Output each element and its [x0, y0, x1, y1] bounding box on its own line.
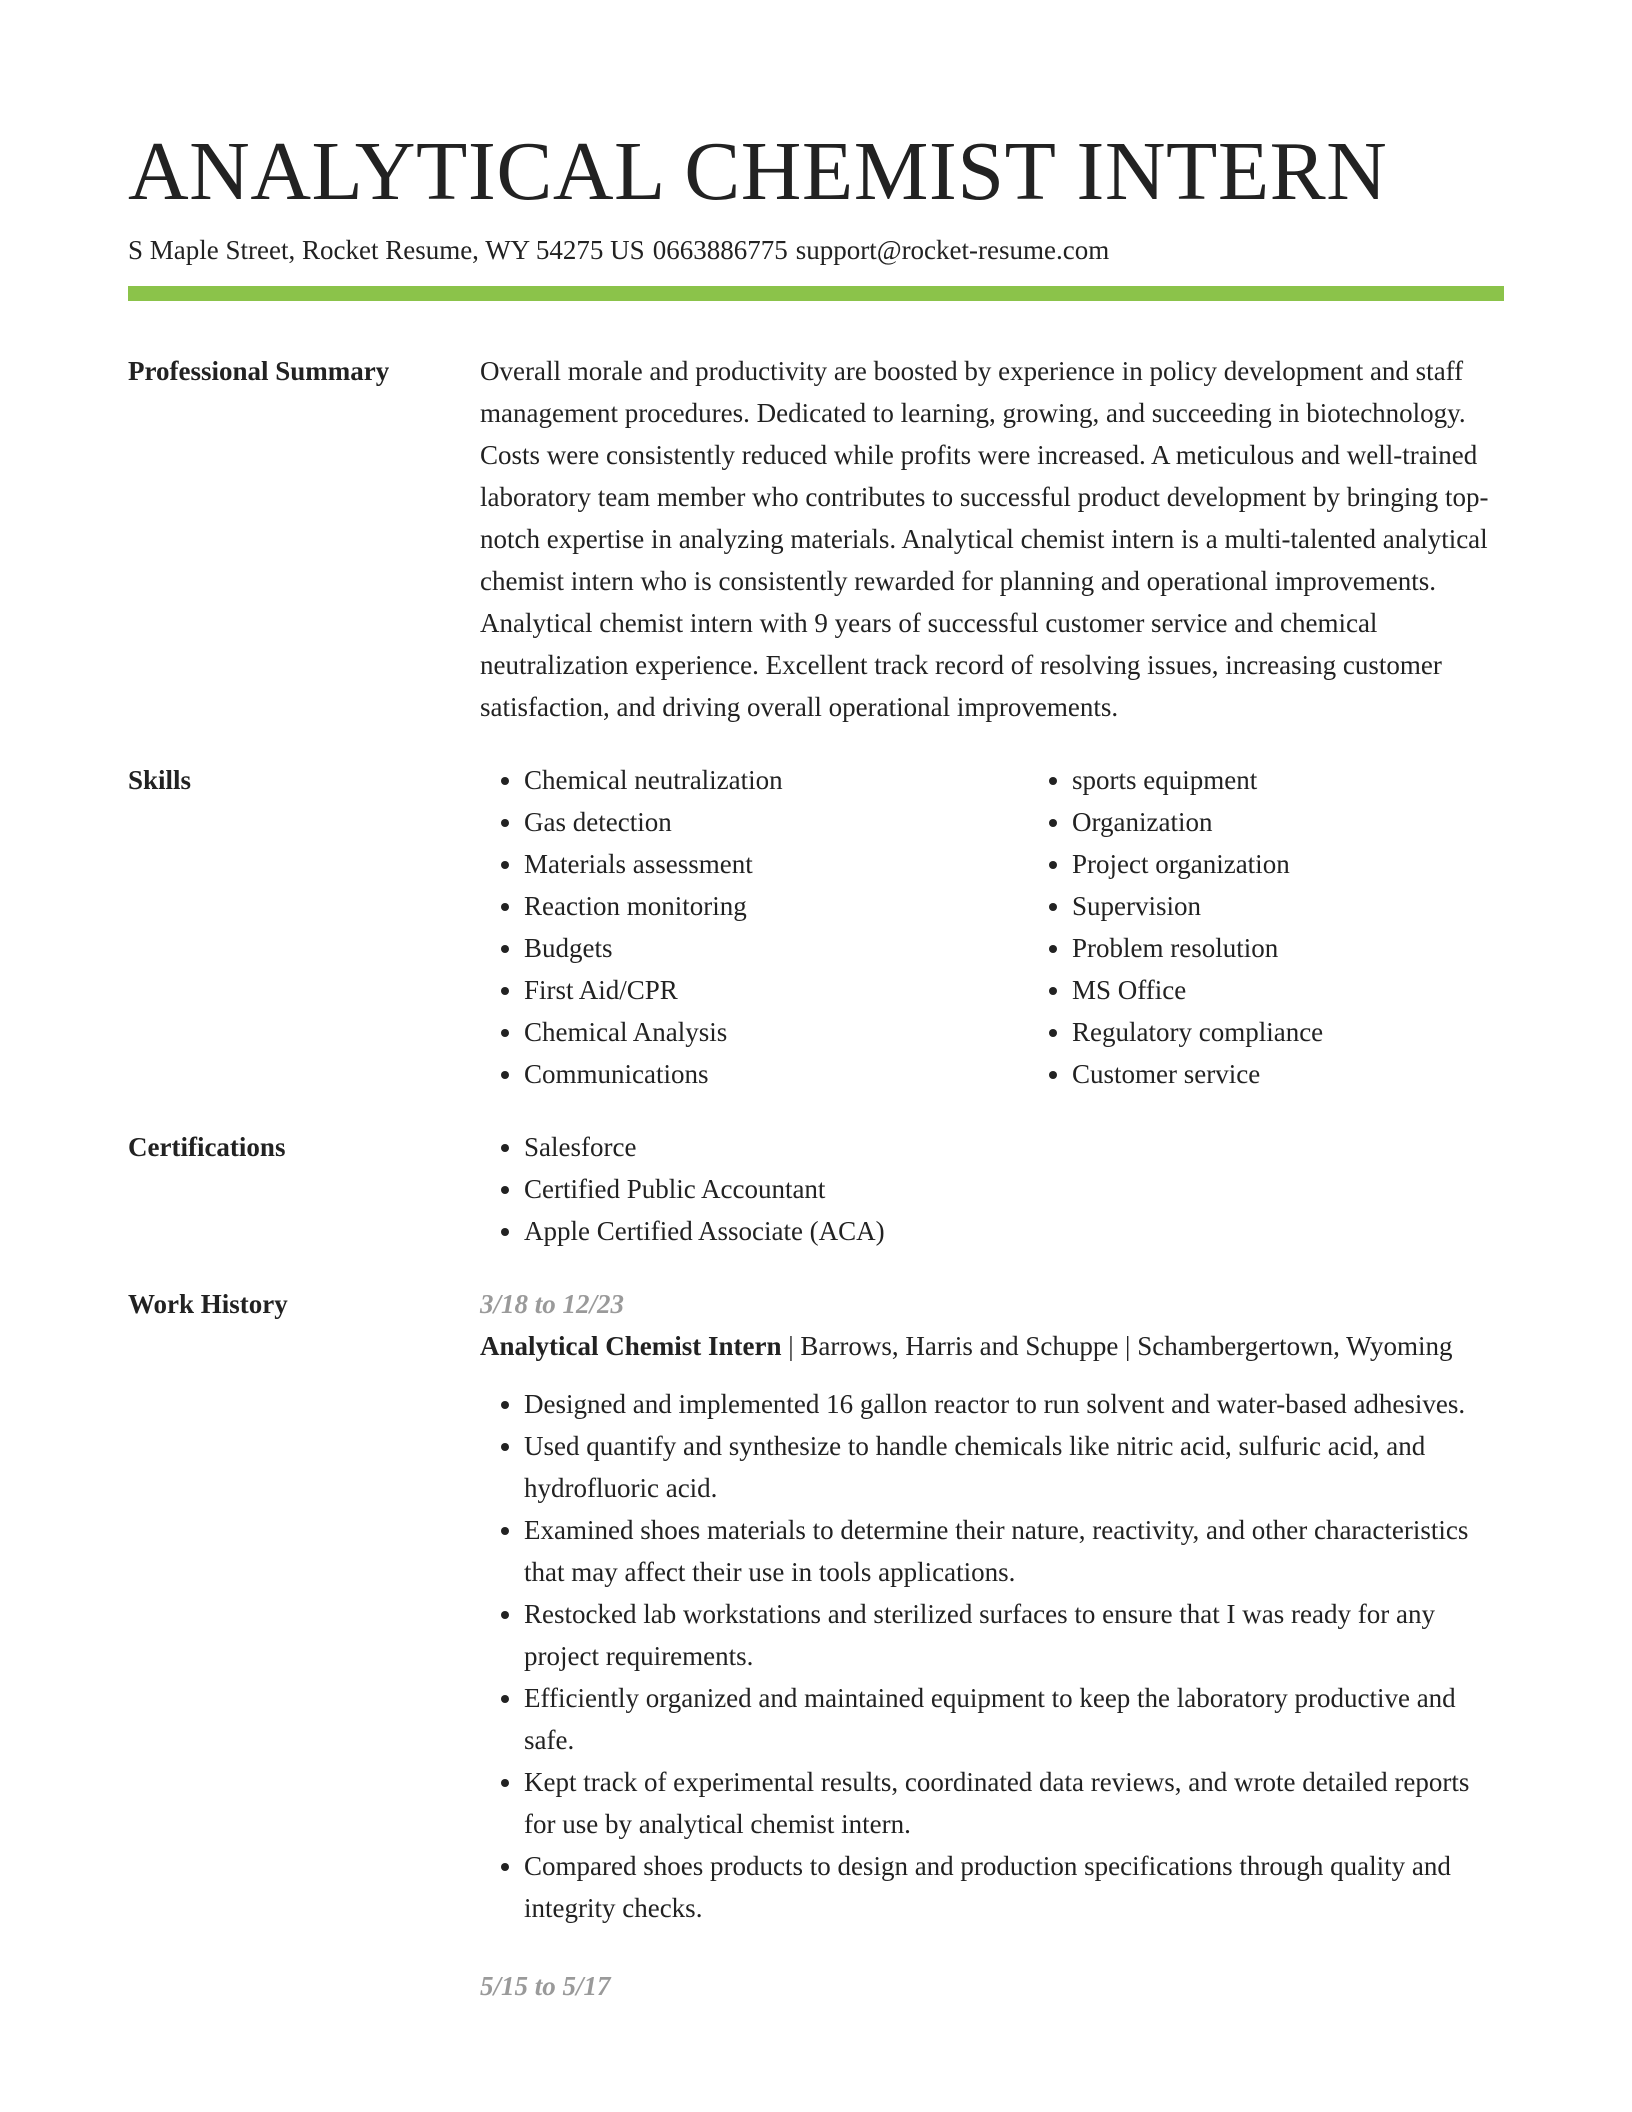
job-title: Analytical Chemist Intern: [480, 1331, 782, 1361]
skill-item: • Budgets: [524, 927, 1028, 969]
job-heading: [480, 1325, 1504, 1367]
job-bullet: • Efficiently organized and maintained equipment to keep the laboratory productive and safe.: [524, 1677, 1504, 1761]
section-title: Skills: [128, 765, 192, 795]
section-certifications: [128, 1126, 1504, 1252]
skills-list-right: [1028, 759, 1576, 1095]
job-bullet: • Designed and implemented 16 gallon reactor to run solvent and water-based adhesives.: [524, 1383, 1504, 1425]
skill-item: • sports equipment: [1072, 759, 1576, 801]
job-entry: [480, 1283, 1504, 1929]
skill-item: • Chemical neutralization: [524, 759, 1028, 801]
resume-sections: [128, 350, 1504, 2038]
skill-item: • Customer service: [1072, 1053, 1576, 1095]
skill-item: • Regulatory compliance: [1072, 1011, 1576, 1053]
certifications-list: [480, 1126, 1504, 1252]
skill-item: • Supervision: [1072, 885, 1576, 927]
section-professional-summary: [128, 350, 1504, 728]
job-dates: 5/15 to 5/17: [480, 1971, 611, 2001]
job-bullet: • Compared shoes products to design and production specifications through quality and integrity checks.: [524, 1845, 1504, 1929]
resume-name: ANALYTICAL CHEMIST INTERN: [128, 125, 1388, 218]
skill-item: • MS Office: [1072, 969, 1576, 1011]
contact-email[interactable]: support@rocket-resume.com: [795, 235, 1110, 265]
section-work-history: [128, 1283, 1504, 2007]
skill-item: • Materials assessment: [524, 843, 1028, 885]
job-bullet: • Used quantify and synthesize to handle chemicals like nitric acid, sulfuric acid, and hydrofluoric acid.: [524, 1425, 1504, 1509]
skills-columns: [480, 759, 1576, 1095]
section-skills: [128, 759, 1504, 1095]
job-dates: 3/18 to 12/23: [480, 1289, 625, 1319]
skill-item: • Chemical Analysis: [524, 1011, 1028, 1053]
certification-item: • Apple Certified Associate (ACA): [524, 1210, 1504, 1252]
contact-line: [128, 232, 1109, 268]
skill-item: • First Aid/CPR: [524, 969, 1028, 1011]
section-title: Certifications: [128, 1132, 286, 1162]
job-bullet: • Kept track of experimental results, coordinated data reviews, and wrote detailed reports for use by analytical chemist intern.: [524, 1761, 1504, 1845]
skill-item: • Reaction monitoring: [524, 885, 1028, 927]
summary-text: Overall morale and productivity are boosted by experience in policy development and staff management procedures. Dedicated to learning, growing, and succeeding in biotechnology. Costs were consistently reduced while profits were increased. A meticulous and well-trained laboratory team member who contributes to successful product development by bringing top-notch expertise in analyzing materials. Analytical chemist intern is a multi-talented analytical chemist intern who is consistently rewarded for planning and operational improvements. Analytical chemist intern with 9 years of successful customer service and chemical neutralization experience. Excellent track record of resolving issues, increasing customer satisfaction, and driving overall operational improvements.: [480, 356, 1489, 722]
job-details: | Barrows, Harris and Schuppe | Schambergertown, Wyoming: [788, 1331, 1453, 1361]
job-bullet: • Restocked lab workstations and sterilized surfaces to ensure that I was ready for any project requirements.: [524, 1593, 1504, 1677]
skill-item: • Communications: [524, 1053, 1028, 1095]
job-bullet: • Examined shoes materials to determine their nature, reactivity, and other characteristics that may affect their use in tools applications.: [524, 1509, 1504, 1593]
section-title: Work History: [128, 1289, 288, 1319]
skill-item: • Problem resolution: [1072, 927, 1576, 969]
section-title: Professional Summary: [128, 356, 390, 386]
skill-item: • Organization: [1072, 801, 1576, 843]
skill-item: • Gas detection: [524, 801, 1028, 843]
job-entry: [480, 1965, 1504, 2007]
section-body: [480, 1126, 1504, 1252]
job-bullets: [480, 1383, 1504, 1929]
certification-item: • Salesforce: [524, 1126, 1504, 1168]
section-body: [480, 350, 1504, 728]
skill-item: • Project organization: [1072, 843, 1576, 885]
contact-phone: 0663886775: [652, 235, 788, 265]
certification-item: • Certified Public Accountant: [524, 1168, 1504, 1210]
contact-address: S Maple Street, Rocket Resume, WY 54275 US: [128, 235, 645, 265]
skills-list-left: [480, 759, 1028, 1095]
header-divider: [128, 286, 1504, 301]
section-body: [480, 1283, 1504, 2007]
